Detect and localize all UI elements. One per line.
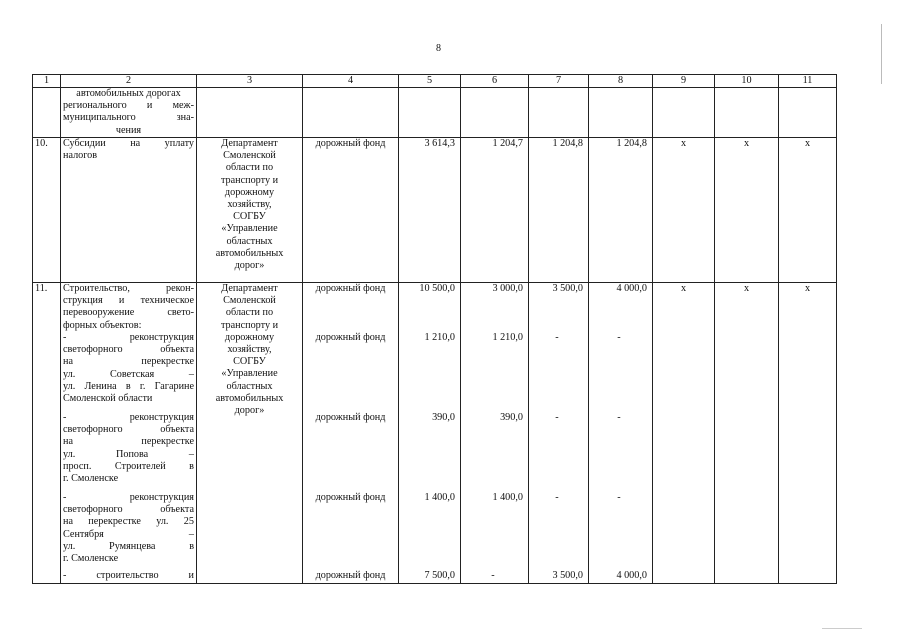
value-entry: 4 000,0 [616, 283, 647, 294]
text-line: муниципального зна- [63, 112, 194, 124]
text-line: налогов [63, 150, 98, 162]
value-cell: х [779, 283, 837, 584]
column-header: 6 [461, 75, 529, 88]
column-header: 8 [589, 75, 653, 88]
sub-activity [63, 412, 194, 492]
value-entry: 7 500,0 [424, 570, 455, 581]
value-cell: х [715, 283, 779, 584]
value-cell [529, 88, 589, 138]
table-row-continuation [33, 88, 837, 138]
value-cell: х [779, 138, 837, 283]
value-cell [399, 88, 461, 138]
text-line: «Управление [221, 368, 278, 380]
text-line: - реконструкция [63, 492, 194, 503]
text-line: Департамент [221, 283, 278, 294]
value-cell [589, 88, 653, 138]
text-line: - реконструкция [63, 332, 194, 343]
value-cell [653, 88, 715, 138]
source-cell [303, 88, 399, 138]
text-line: областных [226, 380, 273, 392]
value-entry: 10 500,0 [419, 283, 455, 294]
value-entry: - [555, 492, 559, 503]
sub-activity [63, 332, 194, 412]
source-cell: дорожный фонд [303, 138, 399, 283]
value-entry: 3 500,0 [552, 570, 583, 581]
text-line: на перекрестке [63, 356, 194, 368]
sub-activity [63, 492, 194, 570]
program-table [32, 74, 837, 584]
row-number-cell: 10. [33, 138, 61, 283]
source-entry: дорожный фонд [315, 332, 386, 343]
column-header: 4 [303, 75, 399, 88]
text-line: Смоленской [223, 295, 276, 307]
text-line: светофорного объекта [63, 344, 194, 356]
value-cell: 3 614,3 [399, 138, 461, 283]
value-cell [399, 283, 461, 584]
text-line: автомобильных [215, 392, 284, 404]
value-entry: - [555, 332, 559, 343]
executor-cell [197, 283, 303, 584]
value-entry: - [491, 570, 495, 581]
value-entry: - [617, 492, 621, 503]
text-line: форных объектов: [63, 319, 142, 331]
value-entry: 390,0 [432, 412, 455, 423]
text-line: г. Смоленске [63, 472, 119, 484]
text-line: хозяйству, [227, 198, 272, 210]
text-line: - реконструкция [63, 412, 194, 423]
text-line: Смоленской [223, 150, 276, 162]
text-line: автомобильных [215, 247, 284, 259]
value-cell [715, 88, 779, 138]
value-cell [529, 283, 589, 584]
value-cell: 1 204,8 [529, 138, 589, 283]
text-line: автомобильных дорогах [76, 88, 181, 99]
column-header: 5 [399, 75, 461, 88]
value-cell [461, 88, 529, 138]
column-header: 2 [61, 75, 197, 88]
activity-name-cell [61, 88, 197, 138]
value-entry: 1 210,0 [492, 332, 523, 343]
table-row-10 [33, 138, 837, 283]
sub-activity [63, 570, 194, 582]
text-line: Смоленской области [63, 392, 153, 404]
text-line: области по [225, 307, 274, 319]
value-entry: - [555, 412, 559, 423]
value-cell: 1 204,8 [589, 138, 653, 283]
text-line: регионального и меж- [63, 100, 194, 112]
value-entry: 1 210,0 [424, 332, 455, 343]
value-entry: 4 000,0 [616, 570, 647, 581]
text-line: дорожному [224, 186, 275, 198]
text-line: ул. Советская – [63, 368, 194, 380]
value-entry: 3 000,0 [492, 283, 523, 294]
text-line: ул. Румянцева в [63, 540, 194, 552]
source-entry: дорожный фонд [315, 412, 386, 423]
text-line: ул. Ленина в г. Гагарине [63, 380, 194, 392]
text-line: дорожному [224, 331, 275, 343]
text-line: СОГБУ [233, 211, 266, 223]
row-number-cell [33, 88, 61, 138]
value-entry: 1 400,0 [424, 492, 455, 503]
text-line: - строительство и [63, 570, 194, 581]
value-entry: - [617, 412, 621, 423]
text-line: дорог» [234, 404, 265, 416]
column-header: 1 [33, 75, 61, 88]
value-entry: - [617, 332, 621, 343]
text-line: Строительство, рекон- [63, 283, 194, 294]
text-line: СОГБУ [233, 356, 266, 368]
text-line: чения [115, 124, 142, 136]
source-entry: дорожный фонд [315, 570, 386, 581]
activity-name-cell [61, 138, 197, 283]
column-header: 9 [653, 75, 715, 88]
executor-cell [197, 138, 303, 283]
column-header: 10 [715, 75, 779, 88]
scan-corner-mark [822, 628, 862, 632]
value-entry: 390,0 [500, 412, 523, 423]
value-cell: х [653, 138, 715, 283]
executor-cell [197, 88, 303, 138]
column-number-row [33, 75, 837, 88]
text-line: Департамент [221, 138, 278, 149]
text-line: области по [225, 162, 274, 174]
text-line: струкция и техническое [63, 295, 194, 307]
text-line: светофорного объекта [63, 424, 194, 436]
text-line: Сентября – [63, 528, 194, 540]
value-cell [779, 88, 837, 138]
source-entry: дорожный фонд [315, 283, 386, 294]
value-cell [589, 283, 653, 584]
text-line: «Управление [221, 223, 278, 235]
value-entry: 1 400,0 [492, 492, 523, 503]
text-line: г. Смоленске [63, 552, 119, 564]
value-cell: х [653, 283, 715, 584]
row-number-cell: 11. [33, 283, 61, 584]
value-cell [461, 283, 529, 584]
text-line: ул. Попова – [63, 448, 194, 460]
source-entry: дорожный фонд [315, 492, 386, 503]
text-line: просп. Строителей в [63, 460, 194, 472]
text-line: транспорту и [220, 174, 279, 186]
table-row-11 [33, 283, 837, 584]
sub-activity [63, 283, 194, 332]
text-line: перевооружение свето- [63, 307, 194, 319]
text-line: на перекрестке ул. 25 [63, 516, 194, 528]
value-entry: 3 500,0 [552, 283, 583, 294]
activity-name-cell [61, 283, 197, 584]
source-cell [303, 283, 399, 584]
column-header: 7 [529, 75, 589, 88]
text-line: на перекрестке [63, 436, 194, 448]
text-line: Субсидии на уплату [63, 138, 194, 149]
column-header: 11 [779, 75, 837, 88]
column-header: 3 [197, 75, 303, 88]
value-cell: х [715, 138, 779, 283]
text-line: транспорту и [220, 319, 279, 331]
text-line: хозяйству, [227, 343, 272, 355]
text-line: дорог» [234, 259, 265, 271]
value-cell: 1 204,7 [461, 138, 529, 283]
text-line: областных [226, 235, 273, 247]
text-line: светофорного объекта [63, 504, 194, 516]
page-number: 8 [436, 43, 441, 54]
scan-margin-mark [881, 24, 882, 84]
